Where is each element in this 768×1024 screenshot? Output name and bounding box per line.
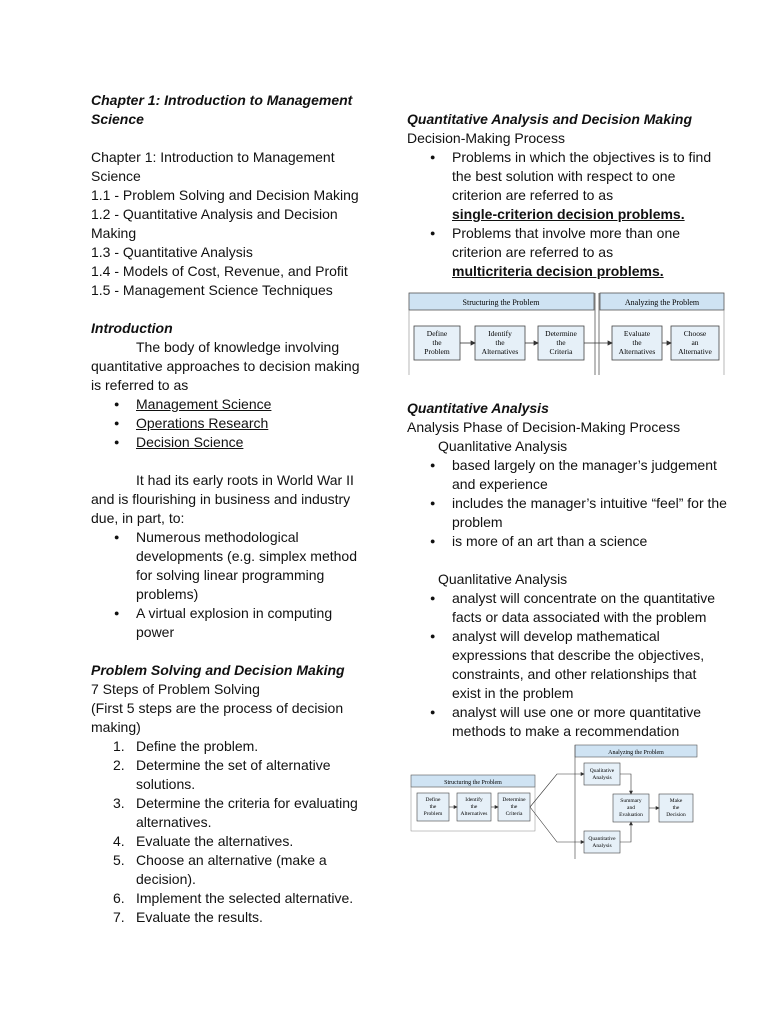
svg-text:the: the bbox=[470, 804, 478, 810]
multicriteria-text: Problems that involve more than one criterion are referred to as bbox=[452, 225, 681, 260]
list-item: ● analyst will use one or more quantitative methods to make a recommendation bbox=[452, 703, 727, 741]
introduction-heading: Introduction bbox=[91, 320, 173, 336]
step-number: 1. bbox=[113, 738, 125, 754]
step-number: 6. bbox=[113, 890, 125, 906]
table-of-contents bbox=[91, 148, 363, 300]
list-item bbox=[113, 756, 363, 794]
svg-text:Problem: Problem bbox=[424, 347, 450, 356]
list-item: ● based largely on the manager’s judgement and experience bbox=[452, 456, 727, 494]
toc-item: 1.1 - Problem Solving and Decision Making bbox=[91, 187, 359, 203]
right-column bbox=[407, 110, 727, 861]
list-item bbox=[452, 148, 727, 224]
qa-heading: Quantitative Analysis bbox=[407, 400, 549, 416]
svg-text:Evaluate: Evaluate bbox=[623, 329, 651, 338]
svg-text:and: and bbox=[627, 805, 635, 811]
step-number: 2. bbox=[113, 757, 125, 773]
step-text: Determine the criteria for evaluating alternatives. bbox=[136, 795, 358, 830]
box-quantitative bbox=[584, 831, 620, 853]
analyzing-header-label: Analyzing the Problem bbox=[624, 298, 700, 307]
svg-text:the: the bbox=[510, 804, 518, 810]
box-define bbox=[414, 326, 460, 360]
svg-text:Alternatives: Alternatives bbox=[460, 811, 488, 817]
svg-text:an: an bbox=[691, 338, 699, 347]
single-criterion-text: Problems in which the objectives is to find the best solution with respect to one criterion are referred to as bbox=[452, 149, 712, 203]
structuring-header-label: Structuring the Problem bbox=[444, 780, 502, 786]
list-item bbox=[113, 794, 363, 832]
box-decision bbox=[659, 794, 693, 822]
steps-title: 7 Steps of Problem Solving bbox=[91, 681, 260, 697]
svg-text:the: the bbox=[672, 805, 680, 811]
toc-item: Chapter 1: Introduction to Management Science bbox=[91, 149, 335, 184]
box-define bbox=[417, 793, 449, 821]
qadm-heading: Quantitative Analysis and Decision Making bbox=[407, 111, 692, 127]
svg-text:Criteria: Criteria bbox=[505, 811, 523, 817]
list-item: ● A virtual explosion in computing power bbox=[136, 604, 363, 642]
svg-text:the: the bbox=[432, 338, 442, 347]
box-qualitative bbox=[584, 763, 620, 785]
introduction-text: The body of knowledge involving quantitative approaches to decision making is referred to as bbox=[91, 339, 360, 393]
svg-text:the: the bbox=[632, 338, 642, 347]
svg-text:Alternatives: Alternatives bbox=[481, 347, 519, 356]
svg-text:Define: Define bbox=[425, 797, 441, 803]
step-number: 5. bbox=[113, 852, 125, 868]
svg-text:Identify: Identify bbox=[465, 797, 483, 803]
svg-text:Alternatives: Alternatives bbox=[618, 347, 656, 356]
chapter-heading: Chapter 1: Introduction to Management Science bbox=[91, 92, 353, 127]
svg-text:Analysis: Analysis bbox=[592, 843, 612, 849]
roots-list bbox=[91, 528, 363, 642]
list-item: ● Decision Science bbox=[136, 433, 363, 452]
step-text: Choose an alternative (make a decision). bbox=[136, 852, 327, 887]
svg-text:Determine: Determine bbox=[545, 329, 577, 338]
qa-subtitle: Analysis Phase of Decision-Making Process bbox=[407, 419, 681, 435]
svg-text:Qualitative: Qualitative bbox=[589, 768, 615, 774]
box-identify bbox=[475, 326, 525, 360]
svg-text:the: the bbox=[429, 804, 437, 810]
multicriteria-term: multicriteria decision problems. bbox=[452, 263, 664, 279]
step-number: 3. bbox=[113, 795, 125, 811]
list-item: ● analyst will concentrate on the quantitative facts or data associated with the problem bbox=[452, 589, 727, 627]
svg-text:Choose: Choose bbox=[683, 329, 707, 338]
criterion-list bbox=[407, 148, 727, 281]
svg-text:Criteria: Criteria bbox=[549, 347, 573, 356]
list-item: ● analyst will develop mathematical expressions that describe the objectives, constraints, and other relationships that exist in the problem bbox=[452, 627, 727, 703]
step-text: Implement the selected alternative. bbox=[136, 890, 354, 906]
analysis-phase-diagram bbox=[407, 743, 699, 861]
steps-note: (First 5 steps are the process of decision making) bbox=[91, 700, 344, 735]
list-item: ● includes the manager’s intuitive “feel” for the problem bbox=[452, 494, 727, 532]
analyzing-header-label: Analyzing the Problem bbox=[608, 750, 664, 756]
steps-list bbox=[91, 737, 363, 927]
toc-item: 1.2 - Quantitative Analysis and Decision Making bbox=[91, 206, 338, 241]
list-item: ● is more of an art than a science bbox=[452, 532, 727, 551]
step-number: 7. bbox=[113, 909, 125, 925]
list-item: ● Numerous methodological developments (e.g. simplex method for solving linear programming problems) bbox=[136, 528, 363, 604]
list-item: ● Management Science bbox=[136, 395, 363, 414]
intro-terms-list bbox=[91, 395, 363, 452]
svg-text:Summary: Summary bbox=[620, 798, 642, 804]
svg-text:Define: Define bbox=[426, 329, 448, 338]
box-determine bbox=[498, 793, 530, 821]
svg-text:Quantitative: Quantitative bbox=[588, 836, 616, 842]
svg-text:Problem: Problem bbox=[423, 811, 443, 817]
structuring-header-label: Structuring the Problem bbox=[462, 298, 540, 307]
list-item bbox=[113, 908, 363, 927]
svg-text:Evaluation: Evaluation bbox=[619, 812, 643, 818]
roots-text: It had its early roots in World War II and is flourishing in business and industry due, in part, to: bbox=[91, 472, 354, 526]
list-item: ● Operations Research bbox=[136, 414, 363, 433]
svg-text:the: the bbox=[556, 338, 566, 347]
problem-solving-heading: Problem Solving and Decision Making bbox=[91, 662, 345, 678]
step-text: Evaluate the results. bbox=[136, 909, 263, 925]
list-item bbox=[113, 737, 363, 756]
toc-item: 1.3 - Quantitative Analysis bbox=[91, 244, 253, 260]
quantitative-title: Quanlitative Analysis bbox=[438, 571, 568, 587]
list-item bbox=[452, 224, 727, 281]
svg-text:the: the bbox=[495, 338, 505, 347]
step-text: Evaluate the alternatives. bbox=[136, 833, 294, 849]
toc-item: 1.5 - Management Science Techniques bbox=[91, 282, 333, 298]
svg-text:Decision: Decision bbox=[666, 812, 686, 818]
list-item bbox=[113, 832, 363, 851]
list-item bbox=[113, 889, 363, 908]
qualitative-list bbox=[407, 456, 727, 551]
left-column bbox=[91, 91, 363, 927]
toc-item: 1.4 - Models of Cost, Revenue, and Profit bbox=[91, 263, 348, 279]
box-summary bbox=[613, 794, 649, 822]
box-evaluate bbox=[612, 326, 662, 360]
box-choose bbox=[671, 326, 719, 360]
step-number: 4. bbox=[113, 833, 125, 849]
quantitative-list bbox=[407, 589, 727, 741]
dmp-title: Decision-Making Process bbox=[407, 130, 565, 146]
svg-text:Determine: Determine bbox=[502, 797, 526, 803]
decision-process-diagram bbox=[407, 289, 727, 377]
box-identify bbox=[457, 793, 491, 821]
qualitative-title: Quanlitative Analysis bbox=[438, 438, 568, 454]
list-item bbox=[113, 851, 363, 889]
box-determine bbox=[538, 326, 584, 360]
single-criterion-term: single-criterion decision problems. bbox=[452, 206, 685, 222]
step-text: Determine the set of alternative solutions. bbox=[136, 757, 331, 792]
step-text: Define the problem. bbox=[136, 738, 259, 754]
svg-text:Make: Make bbox=[669, 798, 683, 804]
svg-text:Identify: Identify bbox=[488, 329, 512, 338]
svg-text:Alternative: Alternative bbox=[678, 347, 712, 356]
svg-text:Analysis: Analysis bbox=[592, 775, 612, 781]
